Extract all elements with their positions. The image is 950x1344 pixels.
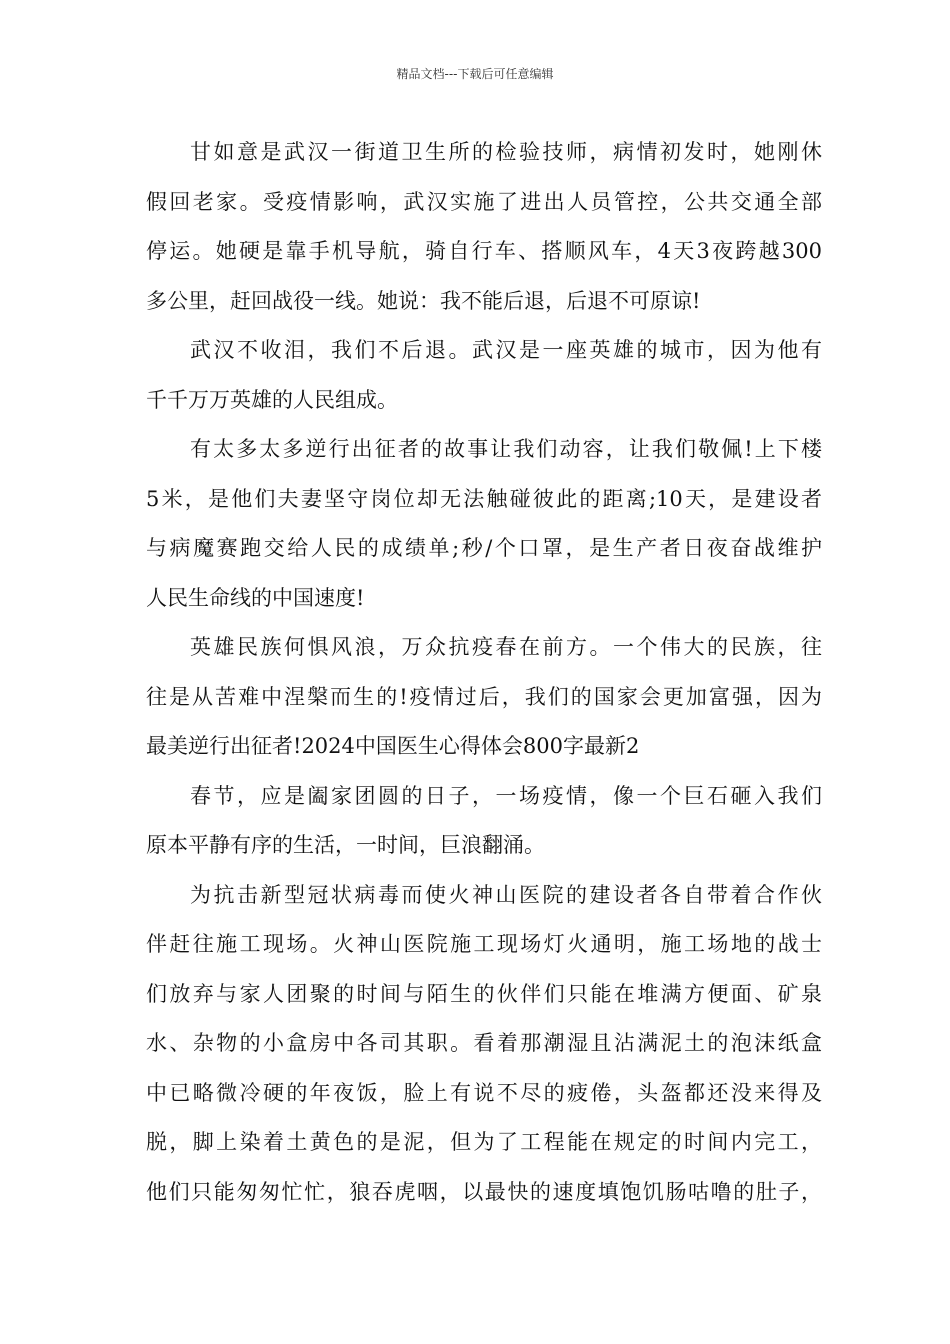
paragraph-5 <box>146 772 822 871</box>
text-line: 为抗击新型冠状病毒而使火神山医院的建设者各自带着合作伙 <box>190 882 822 907</box>
text-line: 与病魔赛跑交给人民的成绩单;秒/个口罩，是生产者日夜奋战维护 <box>146 536 822 560</box>
text-line: 英雄民族何惧风浪，万众抗疫春在前方。一个伟大的民族，往 <box>190 635 822 659</box>
text-line: 脱，脚上染着土黄色的是泥，但为了工程能在规定的时间内完工， <box>146 1130 822 1154</box>
text-line: 中已略微冷硬的年夜饭，脸上有说不尽的疲倦，头盔都还没来得及 <box>146 1080 822 1105</box>
text-line: 5米，是他们夫妻坚守岗位却无法触碰彼此的距离;10天，是建设者 <box>146 486 822 511</box>
text-line: 千千万万英雄的人民组成。 <box>146 387 398 412</box>
text-line: 他们只能匆匆忙忙，狼吞虎咽，以最快的速度填饱饥肠咕噜的肚子， <box>146 1179 822 1204</box>
text-line: 春节，应是阖家团圆的日子，一场疫情，像一个巨石砸入我们 <box>190 783 822 808</box>
text-line: 原本平静有序的生活，一时间，巨浪翻涌。 <box>146 833 545 857</box>
paragraph-6 <box>146 871 822 1218</box>
text-line: 武汉不收泪，我们不后退。武汉是一座英雄的城市，因为他有 <box>190 338 822 362</box>
page-header: 精品文档---下载后可任意编辑 <box>396 67 554 81</box>
paragraph-3 <box>146 425 822 623</box>
text-line: 往是从苦难中涅槃而生的!疫情过后，我们的国家会更加富强，因为 <box>146 684 822 709</box>
paragraph-1 <box>146 128 822 326</box>
text-line: 伴赶往施工现场。火神山医院施工现场灯火通明，施工场地的战士 <box>146 932 822 956</box>
text-line: 人民生命线的中国速度! <box>146 585 365 610</box>
text-line: 最美逆行出征者!2024中国医生心得体会800字最新2 <box>146 734 640 758</box>
document-body <box>146 128 822 1217</box>
text-line: 假回老家。受疫情影响，武汉实施了进出人员管控，公共交通全部 <box>146 189 822 214</box>
text-line: 停运。她硬是靠手机导航，骑自行车、搭顺风车，4天3夜跨越300 <box>146 239 822 263</box>
text-line: 们放弃与家人团聚的时间与陌生的伙伴们只能在堆满方便面、矿泉 <box>146 981 822 1006</box>
paragraph-2 <box>146 326 822 425</box>
paragraph-4 <box>146 623 822 772</box>
text-line: 甘如意是武汉一街道卫生所的检验技师，病情初发时，她刚休 <box>190 140 822 164</box>
text-line: 有太多太多逆行出征者的故事让我们动容，让我们敬佩!上下楼 <box>190 437 822 461</box>
text-line: 多公里，赶回战役一线。她说：我不能后退，后退不可原谅! <box>146 288 701 313</box>
text-line: 水、杂物的小盒房中各司其职。看着那潮湿且沾满泥土的泡沫纸盒 <box>146 1031 822 1055</box>
